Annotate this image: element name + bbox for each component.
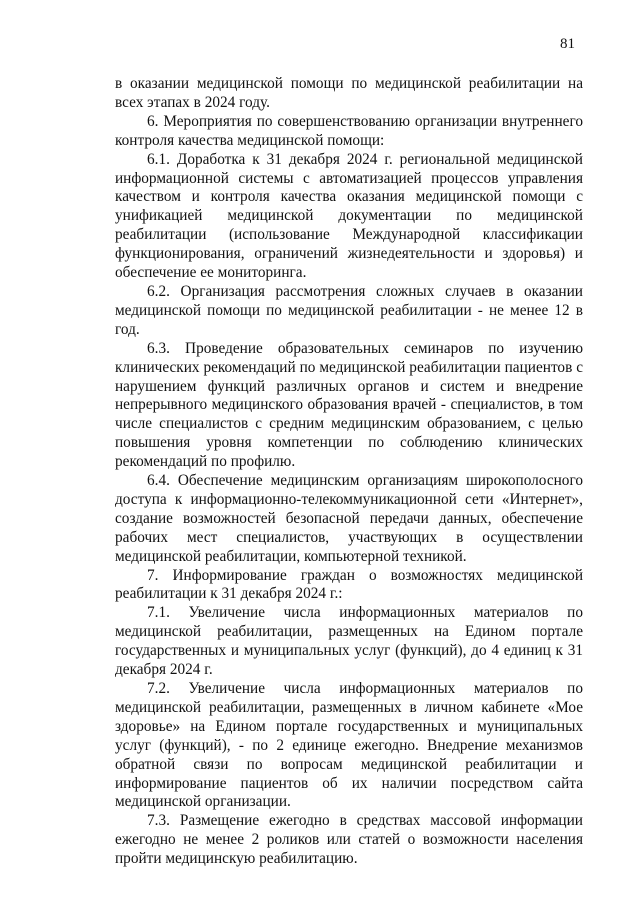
paragraph-item-6-1: 6.1. Доработка к 31 декабря 2024 г. региональной медицинской информационной системы с автоматизацией процессов управления качеством и контроля качества оказания медицинской помощи с унификацией медицинской документации по медицинской реабилитации (использование Международной классификации функционирования, ограничений жизнедеятельности и здоровья) и обеспечение ее мониторинга. xyxy=(115,150,583,282)
paragraph-item-7-1: 7.1. Увеличение числа информационных материалов по медицинской реабилитации, размещенных на Едином портале государственных и муниципальных услуг (функций), до 4 единиц к 31 декабря 2024 г. xyxy=(115,604,583,679)
paragraph-item-6-3: 6.3. Проведение образовательных семинаров по изучению клинических рекомендаций по медицинской реабилитации пациентов с нарушением функций различных органов и систем и внедрение непрерывного медицинского образования врачей - специалистов, в том числе специалистов с средним медицинским образованием, с целью повышения уровня компетенции по соблюдению клинических рекомендаций по профилю. xyxy=(115,339,583,471)
paragraph-item-7-2: 7.2. Увеличение числа информационных материалов по медицинской реабилитации, размещенных в личном кабинете «Мое здоровье» на Едином портале государственных и муниципальных услуг (функций), - по 2 единице ежегодно. Внедрение механизмов обратной связи по вопросам медицинской реабилитации и информирование пациентов об их наличии посредством сайта медицинской организации. xyxy=(115,680,583,811)
paragraph-item-6-4: 6.4. Обеспечение медицинским организациям широкополосного доступа к информационно-телекоммуникационной сети «Интернет», создание возможностей безопасной передачи данных, обеспечение рабочих мест специалистов, участвующих в осуществлении медицинской реабилитации, компьютерной техникой. xyxy=(115,472,583,565)
paragraph-section-7: 7. Информирование граждан о возможностях медицинской реабилитации к 31 декабря 2024 г.: xyxy=(115,566,583,603)
page-number: 81 xyxy=(560,36,575,52)
document-body xyxy=(115,75,583,869)
paragraph-item-7-3: 7.3. Размещение ежегодно в средствах массовой информации ежегодно не менее 2 роликов или статей о возможности населения пройти медицинскую реабилитацию. xyxy=(115,812,583,868)
paragraph-item-6-2: 6.2. Организация рассмотрения сложных случаев в оказании медицинской помощи по медицинской реабилитации - не менее 12 в год. xyxy=(115,282,583,338)
paragraph-section-6: 6. Мероприятия по совершенствованию организации внутреннего контроля качества медицинской помощи: xyxy=(115,112,583,149)
paragraph-continuation: в оказании медицинской помощи по медицинской реабилитации на всех этапах в 2024 году. xyxy=(115,75,583,111)
